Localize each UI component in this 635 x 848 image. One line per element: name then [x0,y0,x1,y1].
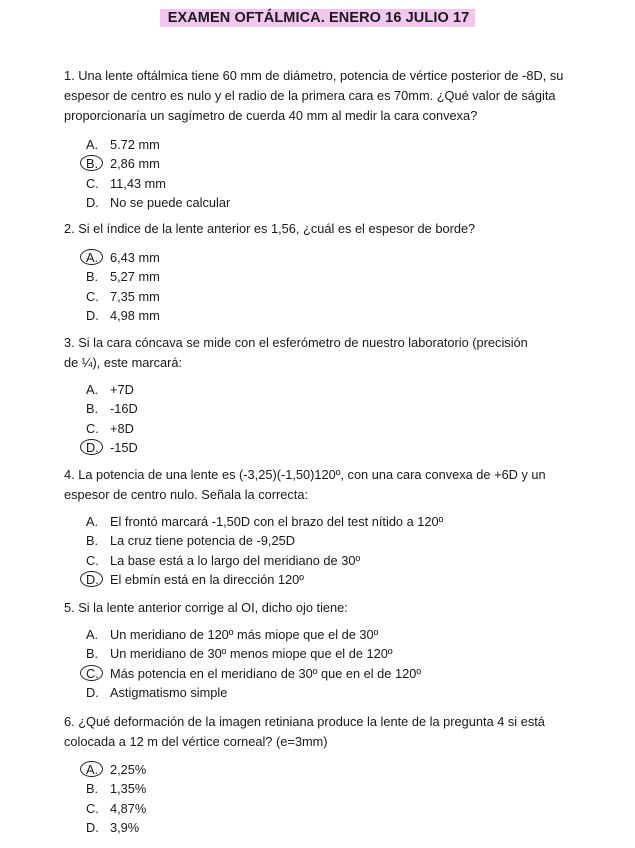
answer-circle-mark [80,439,103,455]
option-4a[interactable]: A. El frontó marcará -1,50D con el brazo del test nítido a 120º [86,514,444,529]
option-5a[interactable]: A. Un meridiano de 120º más miope que el de 30º [86,627,379,642]
option-6b[interactable]: B. 1,35% [86,781,147,797]
option-6d[interactable]: D. 3,9% [86,819,140,835]
answer-circle-mark [80,665,103,681]
option-3a[interactable]: A. +7D [86,382,134,397]
option-2c[interactable]: C. 7,35 mm [86,288,160,304]
question-5-text: 5. Si la lente anterior corrige al OI, dicho ojo tiene: [64,600,348,615]
question-4-text: 4. La potencia de una lente es (-3,25)(-1,50)120º, con una cara convexa de +6D y un espesor de centro nulo. Señala la correcta: [64,467,546,502]
question-1-options [86,135,230,212]
question-5-options [86,625,421,702]
option-3d[interactable]: D. -15D [86,438,138,457]
answer-circle-mark [80,761,103,777]
option-1a[interactable]: A. 5.72 mm [86,137,160,152]
option-5b[interactable]: B. Un meridiano de 30º menos miope que el de 120º [86,646,393,662]
question-2-text: 2. Si el índice de la lente anterior es 1,56, ¿cuál es el espesor de borde? [64,221,476,236]
answer-circle-mark [80,571,103,587]
option-4c[interactable]: C. La base está a lo largo del meridiano de 30º [86,552,361,568]
option-5c[interactable]: C. Más potencia en el meridiano de 30º que en el de 120º [86,664,421,683]
question-2-options [86,248,160,325]
option-4d[interactable]: D. El ebmín está en la dirección 120º [86,570,443,589]
question-6-text: 6. ¿Qué deformación de la imagen retiniana produce la lente de la pregunta 4 si está colocada a 12 m del vértice corneal? (e=3mm) [64,714,545,749]
exam-title: EXAMEN OFTÁLMICA. ENERO 16 JULIO 17 [160,9,476,27]
option-1c[interactable]: C. 11,43 mm [86,175,166,191]
option-1b[interactable]: B. 2,86 mm [86,154,230,173]
option-6a[interactable]: A. 2,25% [86,760,146,779]
option-6c[interactable]: C. 4,87% [86,800,147,816]
title-wrapper [0,9,635,27]
option-2b[interactable]: B. 5,27 mm [86,269,160,285]
option-1d[interactable]: D. No se puede calcular [86,194,231,210]
option-2d[interactable]: D. 4,98 mm [86,307,160,323]
option-3b[interactable]: B. -16D [86,401,138,417]
option-4b[interactable]: B. La cruz tiene potencia de -9,25D [86,533,295,549]
question-1-text: 1. Una lente oftálmica tiene 60 mm de diámetro, potencia de vértice posterior de -8D, su espesor de centro es nulo y el radio de la primera cara es 70mm. ¿Qué valor de ságita proporcionaría un sagímetro de cuerda 40 mm al medir la cara convexa? [64,68,564,123]
option-5d[interactable]: D. Astigmatismo simple [86,684,228,700]
question-4-options [86,512,443,589]
answer-circle-mark [80,249,103,265]
question-3-text: 3. Si la cara cóncava se mide con el esferómetro de nuestro laboratorio (precisión de ¼), este marcará: [64,335,528,370]
option-3c[interactable]: C. +8D [86,420,134,436]
question-6-options [86,760,146,837]
option-2a[interactable]: A. 6,43 mm [86,248,160,267]
question-3-options [86,380,138,457]
